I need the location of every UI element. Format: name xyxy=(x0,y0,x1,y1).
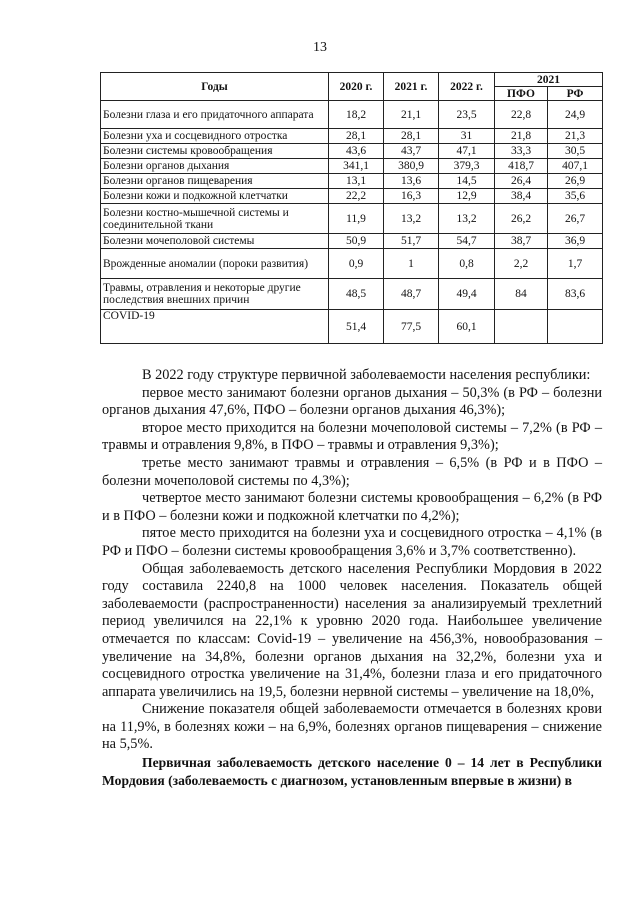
cell-2020: 28,1 xyxy=(329,129,384,144)
cell-rf: 30,5 xyxy=(548,144,603,159)
row-label: COVID-19 xyxy=(101,310,329,344)
cell-rf: 26,9 xyxy=(548,174,603,189)
row-label: Болезни органов пищеварения xyxy=(101,174,329,189)
cell-2022: 49,4 xyxy=(439,279,495,310)
paragraph: Общая заболеваемость детского населения Республики Мордовия в 2022 году составила 2240,8 на 1000 человек населения. Показатель общей заболеваемости (распространенности) населения за анализируемый трехлетний период увеличился на 22,1% к уровню 2020 года. Наибольшее увеличение отмечается по классам: Covid-19 – увеличение на 456,3%, новообразования – увеличение на 34,8%, болезни органов дыхания на 32,2%, болезни уха и сосцевидного отростка увеличение на 31,4%, болезни глаза и его придаточного аппарата увеличились на 19,5, болезни нервной системы – увеличение на 18,0%, xyxy=(102,560,602,700)
header-2021: 2021 г. xyxy=(384,73,439,101)
table-row xyxy=(101,279,603,310)
cell-2020: 22,2 xyxy=(329,189,384,204)
cell-rf: 407,1 xyxy=(548,159,603,174)
cell-2022: 60,1 xyxy=(439,310,495,344)
cell-2022: 54,7 xyxy=(439,234,495,249)
row-label: Болезни глаза и его придаточного аппарата xyxy=(101,101,329,129)
cell-2022: 23,5 xyxy=(439,101,495,129)
table-row xyxy=(101,204,603,234)
cell-2020: 48,5 xyxy=(329,279,384,310)
cell-2021: 21,1 xyxy=(384,101,439,129)
row-label: Врожденные аномалии (пороки развития) xyxy=(101,249,329,279)
header-2022: 2022 г. xyxy=(439,73,495,101)
paragraph: первое место занимают болезни органов дыхания – 50,3% (в РФ – болезни органов дыхания 47,6%, ПФО – болезни органов дыхания 46,3%); xyxy=(102,384,602,419)
cell-2021: 380,9 xyxy=(384,159,439,174)
header-years: Годы xyxy=(101,73,329,101)
cell-2020: 43,6 xyxy=(329,144,384,159)
table-row xyxy=(101,189,603,204)
header-2021-group: 2021 xyxy=(495,73,603,87)
row-label: Болезни костно-мышечной системы и соединительной ткани xyxy=(101,204,329,234)
cell-2021: 13,2 xyxy=(384,204,439,234)
cell-pfo: 33,3 xyxy=(495,144,548,159)
paragraph: В 2022 году структуре первичной заболеваемости населения республики: xyxy=(142,367,591,383)
cell-2021: 77,5 xyxy=(384,310,439,344)
body-text xyxy=(102,367,602,789)
header-2020: 2020 г. xyxy=(329,73,384,101)
cell-2022: 14,5 xyxy=(439,174,495,189)
row-label: Травмы, отравления и некоторые другие последствия внешних причин xyxy=(101,279,329,310)
cell-2022: 31 xyxy=(439,129,495,144)
cell-pfo: 84 xyxy=(495,279,548,310)
header-pfo: ПФО xyxy=(495,87,548,101)
morbidity-table xyxy=(100,72,603,344)
paragraph: пятое место приходится на болезни уха и сосцевидного отростка – 4,1% (в РФ и ПФО – болезни системы кровообращения 3,6% и 3,7% соответственно). xyxy=(102,525,602,559)
cell-rf: 1,7 xyxy=(548,249,603,279)
header-rf: РФ xyxy=(548,87,603,101)
cell-2021: 43,7 xyxy=(384,144,439,159)
cell-pfo: 22,8 xyxy=(495,101,548,129)
row-label: Болезни уха и сосцевидного отростка xyxy=(101,129,329,144)
cell-rf: 36,9 xyxy=(548,234,603,249)
cell-rf: 83,6 xyxy=(548,279,603,310)
cell-2021: 28,1 xyxy=(384,129,439,144)
cell-rf: 21,3 xyxy=(548,129,603,144)
section-heading: Первичная заболеваемость детского население 0 – 14 лет в Республики Мордовия (заболеваемость с диагнозом, установленным впервые в жизни) в xyxy=(102,755,602,788)
cell-2022: 12,9 xyxy=(439,189,495,204)
table-row xyxy=(101,129,603,144)
table-row xyxy=(101,234,603,249)
cell-2020: 341,1 xyxy=(329,159,384,174)
cell-rf xyxy=(548,310,603,344)
paragraph: Снижение показателя общей заболеваемости отмечается в болезнях крови на 11,9%, в болезнях кожи – на 6,9%, болезнях органов пищеварения – снижение на 5,5%. xyxy=(102,701,602,753)
cell-pfo: 21,8 xyxy=(495,129,548,144)
cell-rf: 24,9 xyxy=(548,101,603,129)
cell-rf: 26,7 xyxy=(548,204,603,234)
cell-pfo: 38,7 xyxy=(495,234,548,249)
paragraph: третье место занимают травмы и отравления – 6,5% (в РФ и в ПФО – болезни мочеполовой системы по 4,3%); xyxy=(102,454,602,489)
cell-2021: 51,7 xyxy=(384,234,439,249)
cell-2022: 47,1 xyxy=(439,144,495,159)
row-label: Болезни кожи и подкожной клетчатки xyxy=(101,189,329,204)
table-row xyxy=(101,174,603,189)
cell-2020: 11,9 xyxy=(329,204,384,234)
cell-2020: 13,1 xyxy=(329,174,384,189)
cell-pfo: 26,4 xyxy=(495,174,548,189)
row-label: Болезни органов дыхания xyxy=(101,159,329,174)
cell-pfo: 26,2 xyxy=(495,204,548,234)
cell-2022: 0,8 xyxy=(439,249,495,279)
cell-pfo: 418,7 xyxy=(495,159,548,174)
paragraph: четвертое место занимают болезни системы кровообращения – 6,2% (в РФ и в ПФО – болезни кожи и подкожной клетчатки по 4,2%); xyxy=(102,490,602,524)
cell-pfo xyxy=(495,310,548,344)
cell-2022: 379,3 xyxy=(439,159,495,174)
table-row xyxy=(101,310,603,344)
row-label: Болезни мочеполовой системы xyxy=(101,234,329,249)
table-row xyxy=(101,144,603,159)
cell-2020: 0,9 xyxy=(329,249,384,279)
row-label: Болезни системы кровообращения xyxy=(101,144,329,159)
cell-2020: 18,2 xyxy=(329,101,384,129)
page-number: 13 xyxy=(313,40,327,55)
cell-2021: 13,6 xyxy=(384,174,439,189)
cell-rf: 35,6 xyxy=(548,189,603,204)
paragraph: второе место приходится на болезни мочеполовой системы – 7,2% (в РФ – травмы и отравления 9,8%, в ПФО – травмы и отравления 9,3%); xyxy=(102,419,602,454)
cell-2020: 50,9 xyxy=(329,234,384,249)
cell-2021: 1 xyxy=(384,249,439,279)
table-row xyxy=(101,101,603,129)
table-row xyxy=(101,159,603,174)
cell-2022: 13,2 xyxy=(439,204,495,234)
cell-2020: 51,4 xyxy=(329,310,384,344)
cell-2021: 16,3 xyxy=(384,189,439,204)
cell-pfo: 38,4 xyxy=(495,189,548,204)
cell-pfo: 2,2 xyxy=(495,249,548,279)
table-row xyxy=(101,249,603,279)
cell-2021: 48,7 xyxy=(384,279,439,310)
